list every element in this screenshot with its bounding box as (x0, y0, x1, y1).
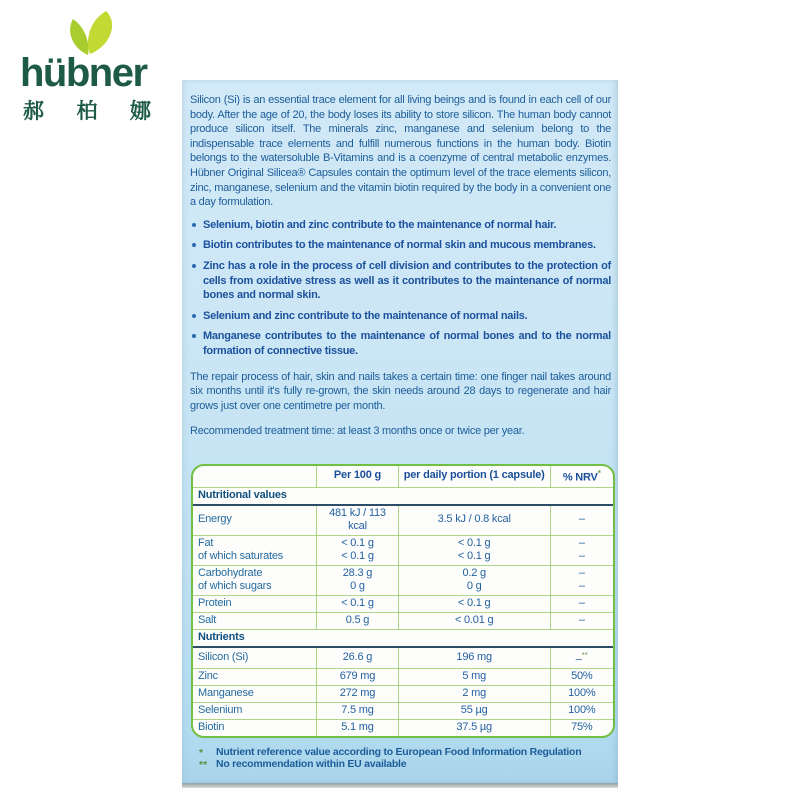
benefit-text: Selenium, biotin and zinc contribute to the maintenance of normal hair. (203, 218, 557, 231)
cell-per100 (317, 565, 399, 595)
row-label: Energy (198, 513, 232, 526)
cell-per100: 481 kJ / 113 kcal (317, 505, 399, 536)
section-row-nutritional-values (193, 487, 613, 505)
cell-daily: 5 mg (398, 669, 550, 686)
col-header-daily: per daily portion (1 capsule) (398, 466, 550, 487)
leaf-icon (62, 10, 116, 56)
row-label: Selenium (193, 703, 317, 720)
row-label: Silicon (Si) (198, 650, 249, 663)
benefit-list (192, 218, 611, 359)
table-row-carbohydrate (193, 565, 613, 595)
table-header-row (193, 466, 613, 487)
info-panel (182, 80, 618, 783)
benefit-text: Manganese contributes to the maintenance of normal bones and to the normal formation of connective tissue. (203, 330, 611, 357)
benefit-item (192, 309, 611, 324)
footnote-marker: * (199, 747, 204, 760)
section-title: Nutritional values (193, 487, 613, 505)
table-row-silicon (193, 647, 613, 669)
bullet-dot-icon (192, 314, 196, 318)
cell-line: 28.3 g (342, 566, 373, 579)
cell-line: 0 g (466, 579, 482, 592)
row-label (193, 565, 317, 595)
cell-line: – (578, 579, 585, 592)
cell-per100: 26.6 g (317, 647, 399, 669)
footnote-text: No recommendation within EU available (216, 757, 407, 770)
footnote-marker: ** (199, 758, 208, 771)
brand-cn-char: 柏 (76, 99, 98, 123)
brand-name: hübner (20, 51, 147, 95)
row-label: Protein (193, 595, 317, 612)
table-row-selenium (193, 703, 613, 720)
nutrition-table (191, 464, 615, 738)
col-header-nrv (550, 466, 613, 487)
benefit-text: Biotin contributes to the maintenance of normal skin and mucous membranes. (203, 239, 596, 252)
benefit-item (192, 329, 611, 358)
cell-line: – (578, 549, 585, 562)
table-row-zinc (193, 669, 613, 686)
benefit-text: Zinc has a role in the process of cell division and contributes to the protection of cells from oxidative stress as well as it contributes to the maintenance of normal bones and normal skin. (203, 259, 611, 302)
row-label: Salt (193, 612, 317, 629)
cell-per100: < 0.1 g (317, 595, 399, 612)
benefit-item (192, 238, 611, 253)
brand-cn-char: 娜 (130, 99, 151, 123)
row-label: Manganese (193, 686, 317, 703)
repair-paragraph: The repair process of hair, skin and nails takes a certain time: one finger nail takes around six months until it's fully re-grown, the skin needs around 28 days to regenerate and hair grows just over one centimetre per month. (190, 370, 611, 412)
benefit-item (192, 259, 611, 303)
cell-daily (398, 535, 550, 565)
cell-line: – (578, 536, 585, 549)
col-header-per100: Per 100 g (317, 466, 399, 487)
bullet-dot-icon (192, 223, 196, 227)
table-row-protein (193, 595, 613, 612)
treatment-paragraph: Recommended treatment time: at least 3 months once or twice per year. (190, 425, 525, 438)
cell-per100: 272 mg (317, 686, 399, 703)
benefit-item (192, 218, 611, 233)
bullet-dot-icon (192, 264, 196, 268)
row-label-line: of which saturates (198, 549, 284, 562)
cell-per100 (317, 535, 399, 565)
nrv-footnote-marker: ** (581, 650, 588, 660)
row-label: Biotin (193, 720, 317, 737)
table-row-energy (193, 505, 613, 536)
cell-daily (398, 565, 550, 595)
footnote-eu (199, 759, 611, 771)
footnotes (199, 747, 611, 771)
cell-nrv (550, 535, 613, 565)
cell-daily: 2 mg (398, 686, 550, 703)
cell-nrv: 75% (550, 720, 613, 737)
bullet-dot-icon (192, 334, 196, 338)
intro-paragraph: Silicon (Si) is an essential trace element for all living beings and is found in each cell of our body. After the age of 20, the body loses its ability to store silicon. The human body cannot produce silicon itself. The minerals zinc, manganese and selenium belong to the indispensable trace elements and fulfill numerous functions in the human body. Biotin belongs to the watersoluble B-Vitamins and is a coenzyme of central metabolic enzymes. Hübner Original Silicea® Capsules contain the optimum level of the trace elements silicon, zinc, manganese, selenium and the vitamin biotin required by the body in a convenient one a day formulation. (190, 94, 611, 209)
cell-line: < 0.1 g (457, 549, 491, 562)
cell-nrv: 100% (550, 686, 613, 703)
table-cell (193, 466, 317, 487)
section-row-nutrients (193, 629, 613, 647)
cell-nrv (550, 565, 613, 595)
brand-logo (20, 10, 160, 125)
row-label (193, 535, 317, 565)
cell-nrv: – (550, 595, 613, 612)
nrv-footnote-marker: * (597, 468, 601, 478)
cell-nrv: 100% (550, 703, 613, 720)
cell-per100: 679 mg (317, 669, 399, 686)
row-label: Zinc (193, 669, 317, 686)
cell-daily: < 0.01 g (398, 612, 550, 629)
cell-line: 0.2 g (462, 566, 486, 579)
row-label-line: Carbohydrate (198, 566, 263, 579)
cell-line: < 0.1 g (341, 536, 374, 549)
footnote-text: Nutrient reference value according to European Food Information Regulation (216, 746, 582, 759)
nrv-label: % NRV (562, 471, 598, 484)
section-title: Nutrients (193, 629, 613, 647)
row-label-line: Fat (198, 536, 214, 549)
cell-nrv: – (550, 505, 613, 536)
row-label-line: of which sugars (198, 579, 272, 592)
benefit-text: Selenium and zinc contribute to the maintenance of normal nails. (203, 309, 528, 322)
table-row-salt (193, 612, 613, 629)
cell-line: < 0.1 g (341, 549, 374, 562)
cell-nrv: – (550, 612, 613, 629)
table-row-manganese (193, 686, 613, 703)
cell-line: – (578, 566, 585, 579)
cell-nrv: 50% (550, 669, 613, 686)
cell-daily: 196 mg (398, 647, 550, 669)
cell-line: 0 g (350, 579, 365, 592)
brand-name-chinese (23, 95, 151, 125)
table-row-fat (193, 535, 613, 565)
cell-daily: 55 µg (398, 703, 550, 720)
table-row-biotin (193, 720, 613, 737)
cell-per100: 7.5 mg (317, 703, 399, 720)
cell-per100: 5.1 mg (317, 720, 399, 737)
cell-daily: < 0.1 g (398, 595, 550, 612)
cell-line: < 0.1 g (457, 536, 491, 549)
cell-per100: 0.5 g (317, 612, 399, 629)
bullet-dot-icon (192, 243, 196, 247)
brand-cn-char: 郝 (23, 99, 44, 123)
cell-line: – (575, 653, 582, 666)
cell-nrv (550, 647, 613, 669)
cell-daily: 37.5 µg (398, 720, 550, 737)
cell-daily: 3.5 kJ / 0.8 kcal (398, 505, 550, 536)
